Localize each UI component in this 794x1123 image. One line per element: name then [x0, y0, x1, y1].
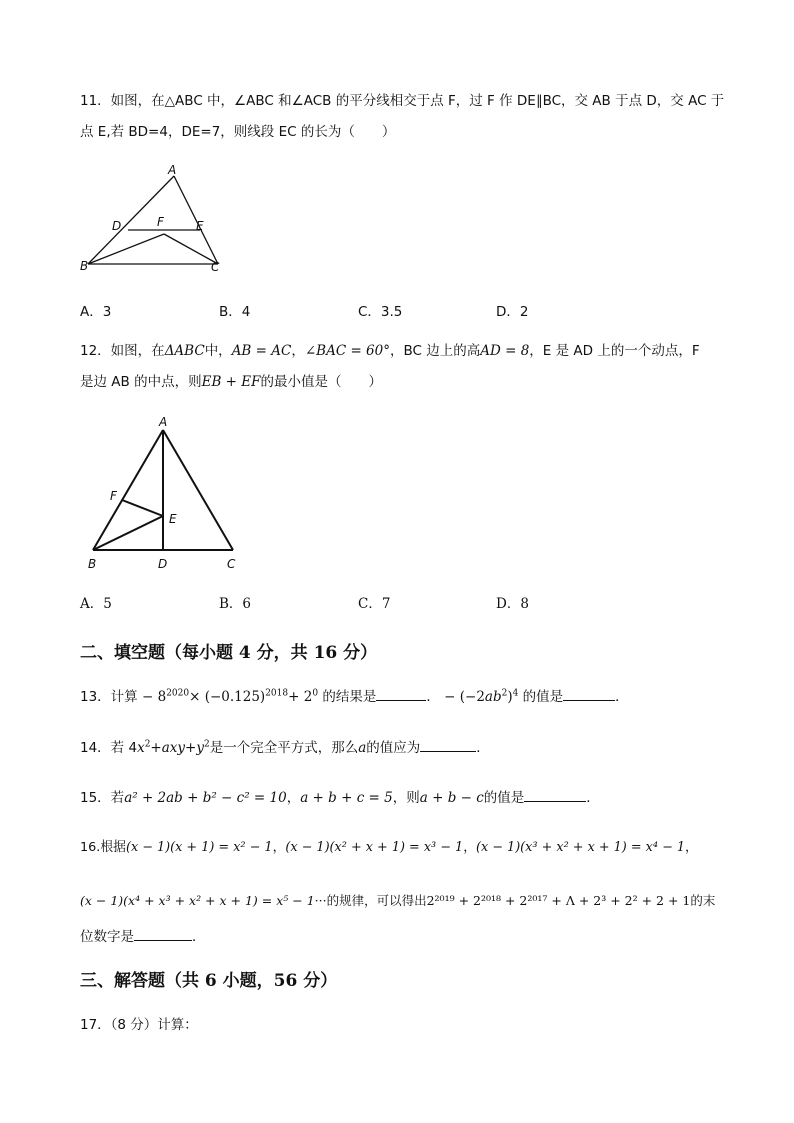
q15-comma: ，	[286, 790, 301, 806]
q12-label-f: F	[110, 489, 117, 503]
q16-pre: 16.根据	[80, 840, 126, 855]
q11-label-f: F	[157, 215, 164, 229]
q12-label-b: B	[88, 557, 97, 571]
q13-e2: 2018	[265, 688, 289, 699]
q12-tri: ΔABC	[164, 343, 205, 359]
q13-e6: 4	[512, 688, 519, 699]
q12-label-e: E	[169, 512, 177, 526]
section-answer-title: 三、解答题（共 6 小题，56 分）	[80, 971, 338, 991]
q11-choice-b: B．4	[219, 304, 251, 320]
q12-label-a: A	[159, 415, 168, 429]
q16-c1: ，	[272, 840, 286, 855]
q13-t5: ab	[484, 689, 502, 705]
q12-choice-c: C．7	[358, 596, 391, 612]
q12-figure	[80, 410, 250, 575]
q14-pre: 14．若 4	[80, 740, 138, 756]
q11-label-a: A	[168, 163, 177, 177]
q14-plus1: +	[150, 740, 162, 756]
q14-post: 的值应为	[366, 740, 421, 756]
q14-e1: 2	[144, 739, 151, 750]
q12-post: ，E 是 AD 上的一个动点，F	[529, 343, 700, 359]
q16-c2: ，	[463, 840, 476, 855]
q14-axy: axy	[161, 740, 186, 756]
q15-eq2: a + b + c = 5	[300, 790, 393, 806]
q15-mid: ，则	[392, 790, 420, 806]
q16-end: ．	[192, 929, 206, 945]
q15-eq1: a² + 2ab + b² − c² = 10	[124, 790, 287, 806]
q13-blank-2[interactable]	[563, 686, 615, 701]
q16-f1: (x − 1)(x + 1) = x² − 1	[125, 840, 273, 855]
q11-label-d: D	[112, 219, 122, 233]
q16-f3: (x − 1)(x³ + x² + x + 1) = x⁴ − 1	[475, 840, 686, 855]
q11-choice-d: D．2	[496, 304, 529, 320]
q14-y: y	[196, 740, 204, 756]
q12-eq1: AB = AC	[231, 343, 292, 359]
q12-mid2: ，BC 边上的高	[389, 343, 481, 359]
q16-line3	[80, 926, 206, 946]
q13-e5: 2	[501, 688, 508, 699]
q14-plus2: +	[185, 740, 197, 756]
q15-eq3: a + b − c	[419, 790, 484, 806]
q13-t3: + 2	[288, 689, 313, 705]
q16-line2	[80, 892, 715, 910]
q14-end: ．	[476, 740, 490, 756]
q14-e2: 2	[203, 739, 210, 750]
q11-figure	[80, 160, 230, 280]
q16-c3: ，	[685, 840, 698, 855]
q13-t6: )	[507, 689, 513, 705]
q13-t4: − (−2	[444, 689, 485, 705]
q16-sum: 2²⁰¹⁹ + 2²⁰¹⁸ + 2²⁰¹⁷ + Λ + 2³ + 2² + 2 + 1	[426, 893, 691, 908]
q13-sep: ．	[426, 689, 440, 705]
q11-label-e: E	[196, 219, 204, 233]
q16-post: 的末	[690, 893, 716, 908]
q12-line2	[80, 373, 382, 391]
q11-choice-a: A．3	[80, 304, 112, 320]
q12-comma1: ，	[291, 343, 305, 359]
q14	[80, 737, 490, 757]
q15-end: ．	[586, 790, 600, 806]
q13	[80, 686, 629, 706]
q13-pre: 13．计算	[80, 689, 138, 705]
q12-label-c: C	[227, 557, 236, 571]
q13-blank-1[interactable]	[376, 686, 426, 701]
q11-line2: 点 E,若 BD=4，DE=7，则线段 EC 的长为（ ）	[80, 124, 396, 140]
q14-mid: 是一个完全平方式，那么	[209, 740, 359, 756]
q14-blank[interactable]	[420, 737, 476, 752]
section-fill-in-title: 二、填空题（每小题 4 分，共 16 分）	[80, 643, 378, 663]
q12-line2-post: 的最小值是（ ）	[260, 374, 382, 390]
q16-dots: ···	[314, 893, 327, 908]
q13-t2: × (−0.125)	[189, 689, 266, 705]
q16-line1	[80, 839, 698, 857]
q13-t1: − 8	[141, 689, 167, 705]
q12-choice-b: B．6	[219, 596, 252, 612]
q12-eq2: AD = 8	[480, 343, 530, 359]
q16-line3-text: 位数字是	[80, 929, 134, 945]
q16-blank[interactable]	[134, 926, 192, 941]
q12-line2-pre: 是边 AB 的中点，则	[80, 374, 202, 390]
q14-x: x	[137, 740, 145, 756]
q15-pre: 15．若	[80, 790, 125, 806]
q12-expr: EB + EF	[201, 374, 261, 390]
q11-choice-c: C．3.5	[358, 304, 403, 320]
q11-line1: 11．如图，在△ABC 中，∠ABC 和∠ACB 的平分线相交于点 F，过 F 作 DE∥BC，交 AB 于点 D，交 AC 于	[80, 93, 725, 109]
q15	[80, 787, 600, 807]
q13-e3: 0	[312, 688, 319, 699]
q13-e1: 2020	[166, 688, 190, 699]
q13-mid: 的结果是	[322, 689, 377, 705]
q15-blank[interactable]	[524, 787, 586, 802]
q12-mid1: 中，	[204, 343, 232, 359]
q12-label-d: D	[158, 557, 168, 571]
q12-choice-d: D．8	[496, 596, 529, 612]
q14-a: a	[358, 740, 367, 756]
q13-post: 的值是	[522, 689, 564, 705]
q13-end: ．	[615, 689, 629, 705]
q12-angle: ∠BAC = 60°	[304, 343, 390, 359]
q12-line1	[80, 342, 700, 360]
q11-label-c: C	[211, 260, 220, 274]
q17: 17．（8 分）计算：	[80, 1017, 198, 1033]
q16-mid: 的规律，可以得出	[326, 893, 427, 908]
q12-choice-a: A．5	[80, 596, 112, 612]
q15-post: 的值是	[483, 790, 525, 806]
q16-f4: (x − 1)(x⁴ + x³ + x² + x + 1) = x⁵ − 1	[80, 893, 315, 908]
q11-label-b: B	[80, 259, 89, 273]
q12-pre: 12．如图，在	[80, 343, 165, 359]
q16-f2: (x − 1)(x² + x + 1) = x³ − 1	[285, 840, 464, 855]
